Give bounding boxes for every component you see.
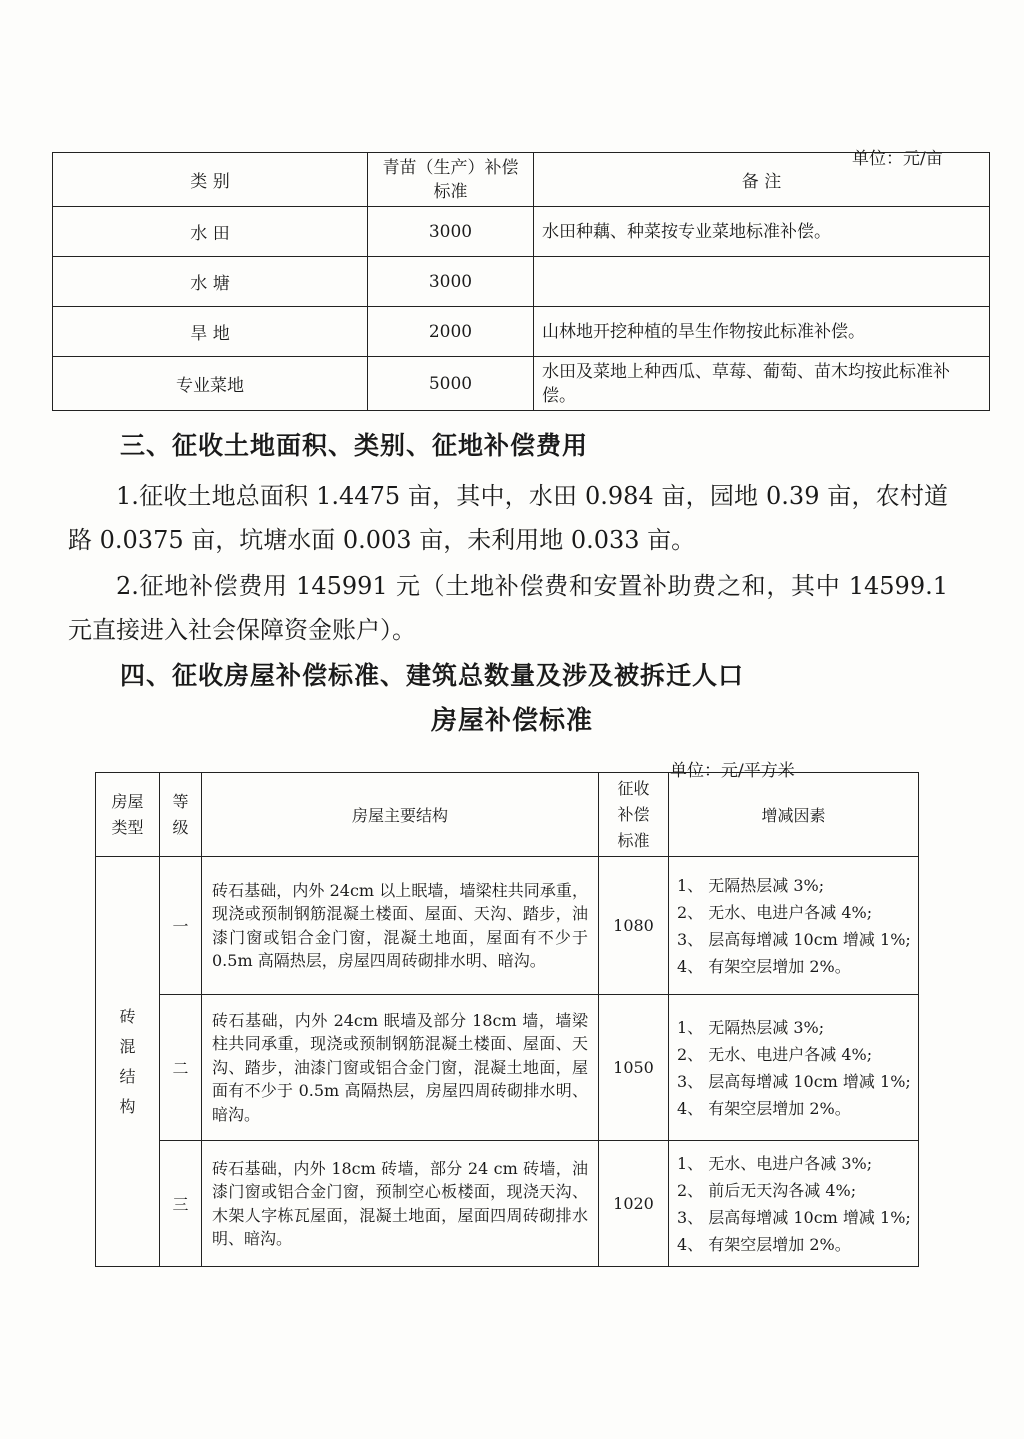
factor-item: 2、 无水、电进户各减 4%; [677,902,873,922]
factor-item: 1、 无隔热层减 3%; [677,875,825,895]
house-compensation-table [95,772,919,1267]
factor-item: 1、 无隔热层减 3%; [677,1017,825,1037]
header-grade: 等级 [160,773,202,857]
table-header-row [96,773,919,857]
table-row [53,357,990,411]
category-cell: 旱 地 [53,307,368,357]
header-factors: 增减因素 [669,773,919,857]
factors-cell [669,857,919,995]
header-standard: 青苗（生产）补偿标准 [368,153,534,207]
factor-item: 3、 层高每增减 10cm 增减 1%; [677,1207,911,1227]
remark-cell: 水田种藕、种菜按专业菜地标准补偿。 [534,207,990,257]
structure-cell: 砖石基础，内外 18cm 砖墙，部分 24 cm 砖墙，油漆门窗或铝合金门窗，预制空心板楼面，现浇天沟、木架人字栋瓦屋面，混凝土地面，屋面四周砖砌排水明、暗沟。 [202,1141,599,1267]
header-house-type: 房屋类型 [96,773,160,857]
category-cell: 水 田 [53,207,368,257]
grade-cell: 二 [160,995,202,1141]
table-row [53,307,990,357]
header-category: 类 别 [53,153,368,207]
table-header-row [53,153,990,207]
table-row [96,1141,919,1267]
seedling-compensation-table [52,152,990,411]
remark-cell: 山林地开挖种植的旱生作物按此标准补偿。 [534,307,990,357]
remark-cell [534,257,990,307]
category-cell: 水 塘 [53,257,368,307]
factor-item: 4、 有架空层增加 2%。 [677,956,851,976]
land-area-paragraph: 1.征收土地总面积 1.4475 亩，其中，水田 0.984 亩，园地 0.39 亩，农村道路 0.0375 亩，坑塘水面 0.003 亩，未利用地 0.033 亩。 [68,482,948,554]
factor-item: 4、 有架空层增加 2%。 [677,1234,851,1254]
structure-cell: 砖石基础，内外 24cm 以上眠墙，墙梁柱共同承重，现浇或预制钢筋混凝土楼面、屋面、天沟、踏步，油漆门窗或铝合金门窗，混凝土地面，屋面有不少于 0.5m 高隔热层，房屋四周砖砌排水明、暗沟。 [202,857,599,995]
factor-item: 2、 无水、电进户各减 4%; [677,1044,873,1064]
factor-item: 2、 前后无天沟各减 4%; [677,1180,857,1200]
grade-cell: 一 [160,857,202,995]
section-three-heading: 三、征收土地面积、类别、征地补偿费用 [120,431,589,460]
structure-cell: 砖石基础，内外 24cm 眠墙及部分 18cm 墙，墙梁柱共同承重，现浇或预制钢筋混凝土楼面、屋面、天沟、踏步，油漆门窗或铝合金门窗，混凝土地面，屋面有不少于 0.5m 高隔热层，房屋四周砖砌排水明、暗沟。 [202,995,599,1141]
header-structure: 房屋主要结构 [202,773,599,857]
standard-cell: 5000 [368,357,534,411]
table-row [53,257,990,307]
house-type-cell: 砖混结构 [96,857,160,1267]
standard-cell: 1080 [599,857,669,995]
factor-item: 3、 层高每增减 10cm 增减 1%; [677,1071,911,1091]
header-remark: 备 注 [534,153,990,207]
house-unit-label: 单位：元/平方米 [670,761,795,781]
header-standard: 征收补偿标准 [599,773,669,857]
factor-item: 4、 有架空层增加 2%。 [677,1098,851,1118]
factor-item: 3、 层高每增减 10cm 增减 1%; [677,929,911,949]
section-four-heading: 四、征收房屋补偿标准、建筑总数量及涉及被拆迁人口 [120,661,745,690]
factors-cell [669,995,919,1141]
table-row [96,857,919,995]
seedling-unit-label: 单位：元/亩 [852,149,943,169]
house-table-title: 房屋补偿标准 [430,706,593,736]
standard-cell: 2000 [368,307,534,357]
compensation-fee-paragraph: 2.征地补偿费用 145991 元（土地补偿费和安置补助费之和，其中 14599.1 元直接进入社会保障资金账户）。 [68,572,948,644]
remark-cell: 水田及菜地上种西瓜、草莓、葡萄、苗木均按此标准补偿。 [534,357,990,411]
standard-cell: 3000 [368,207,534,257]
standard-cell: 3000 [368,257,534,307]
grade-cell: 三 [160,1141,202,1267]
standard-cell: 1050 [599,995,669,1141]
standard-cell: 1020 [599,1141,669,1267]
table-row [53,207,990,257]
factors-cell [669,1141,919,1267]
category-cell: 专业菜地 [53,357,368,411]
factor-item: 1、 无水、电进户各减 3%; [677,1153,873,1173]
table-row [96,995,919,1141]
